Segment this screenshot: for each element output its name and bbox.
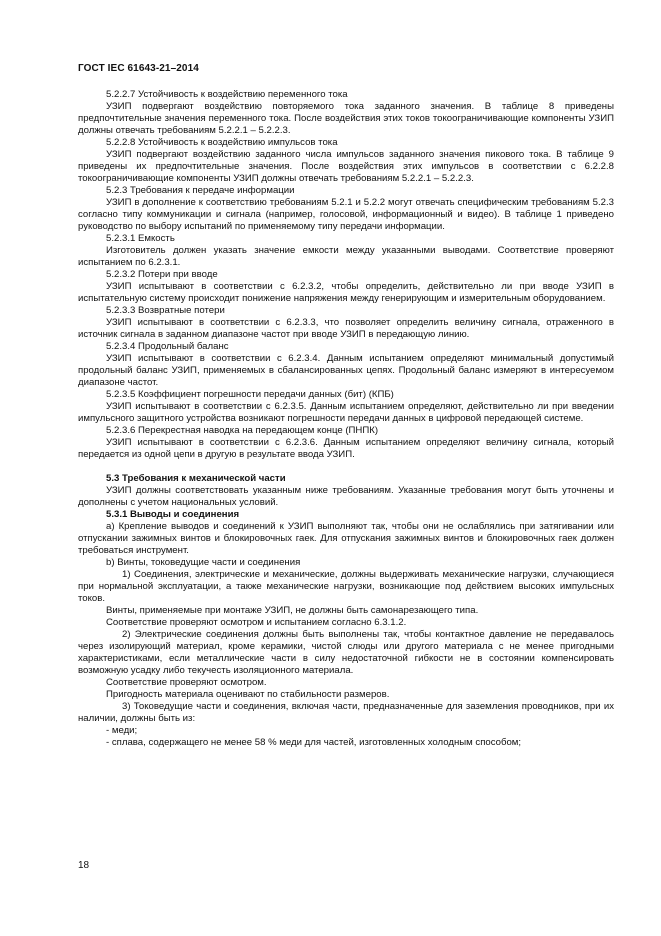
sub-list-item: 2) Электрические соединения должны быть выполнены так, чтобы контактное давление не передавалось через изолирующий материал, кроме керамики, чистой слюды или другого материала с не менее пригодными характеристиками, если металлические части в силу недостаточной гибкости не в состоянии компенсировать возможную усадку либо текучесть изоляционного материала. xyxy=(78,629,614,676)
paragraph: Винты, применяемые при монтаже УЗИП, не должны быть самонарезающего типа. xyxy=(106,605,479,616)
paragraph: УЗИП подвергают воздействию повторяемого тока заданного значения. В таблице 8 приведены предпочтительные значения переменного тока. После воздействия этих токов токоограничивающие компоненты УЗИП должны отвечать требованиям 5.2.2.1 – 5.2.2.3. xyxy=(78,101,614,136)
paragraph: УЗИП должны соответствовать указанным ниже требованиям. Указанные требования могут быть уточнены и дополнены с учетом национальных условий. xyxy=(78,485,614,508)
subsection-heading: 5.2.3.4 Продольный баланс xyxy=(106,341,229,352)
list-item: а) Крепление выводов и соединений к УЗИП выполняют так, чтобы они не ослаблялись при затягивании или отпускании зажимных винтов и блокировочных гаек. Для отпускания зажимных винтов и блокировочных гаек должен требоваться инструмент. xyxy=(78,521,614,556)
sub-list-item: 3) Токоведущие части и соединения, включая части, предназначенные для заземления проводников, при их наличии, должны быть из: xyxy=(78,701,614,724)
subsection-heading: 5.2.3.2 Потери при вводе xyxy=(106,269,218,280)
paragraph: УЗИП испытывают в соответствии с 6.2.3.4. Данным испытанием определяют минимальный допустимый продольный баланс УЗИП, применяемых в сбалансированных цепях. Продольный баланс измеряют в интересуемом диапазоне частот. xyxy=(78,353,614,388)
paragraph: Соответствие проверяют осмотром и испытанием согласно 6.3.1.2. xyxy=(106,617,407,628)
paragraph: Соответствие проверяют осмотром. xyxy=(106,677,267,688)
paragraph: УЗИП в дополнение к соответствию требованиям 5.2.1 и 5.2.2 могут отвечать специфическим требованиям 5.2.3 согласно типу коммуникации и сигнала (например, голосовой, информационный и видео). В таблице 1 приведено руководство по выбору испытаний по применяемому типу передачи информации. xyxy=(78,197,614,232)
list-item: b) Винты, токоведущие части и соединения xyxy=(106,557,301,568)
paragraph: УЗИП испытывают в соответствии с 6.2.3.6. Данным испытанием определяют величину сигнала, который передается из одной цепи в другую в результате ввода УЗИП. xyxy=(78,437,614,460)
paragraph: УЗИП подвергают воздействию заданного числа импульсов заданного значения пикового тока. В таблице 9 приведены их предпочтительные значения. После воздействия этих импульсов в соответствии с 6.2.2.8 токоограничивающие компоненты УЗИП должны отвечать требованиям 5.2.2.1 – 5.2.2.3. xyxy=(78,149,614,184)
list-item: - сплава, содержащего не менее 58 % меди для частей, изготовленных холодным способом; xyxy=(106,737,522,748)
subsection-heading: 5.2.2.8 Устойчивость к воздействию импульсов тока xyxy=(106,137,338,148)
subsection-heading-bold: 5.3.1 Выводы и соединения xyxy=(106,509,240,520)
subsection-heading: 5.2.3.1 Емкость xyxy=(106,233,175,244)
subsection-heading: 5.2.3.3 Возвратные потери xyxy=(106,305,225,316)
subsection-heading: 5.2.2.7 Устойчивость к воздействию переменного тока xyxy=(106,89,348,100)
paragraph: Изготовитель должен указать значение емкости между указанными выводами. Соответствие проверяют испытанием по 6.2.3.1. xyxy=(78,245,614,268)
page-body xyxy=(78,89,614,749)
subsection-heading: 5.2.3 Требования к передаче информации xyxy=(106,185,295,196)
paragraph: УЗИП испытывают в соответствии с 6.2.3.2, чтобы определить, действительно ли при вводе УЗИП в испытательную систему происходит понижение напряжения между генерирующим и измерительным оборудованием. xyxy=(78,281,614,304)
paragraph: Пригодность материала оценивают по стабильности размеров. xyxy=(106,689,390,700)
section-heading: 5.3 Требования к механической части xyxy=(106,473,286,484)
paragraph: УЗИП испытывают в соответствии с 6.2.3.3, что позволяет определить величину сигнала, отраженного в источник сигнала в заданном диапазоне частот при вводе УЗИП в передающую линию. xyxy=(78,317,614,340)
paragraph: УЗИП испытывают в соответствии с 6.2.3.5. Данным испытанием определяют, действительно ли при введении импульсного защитного устройства возникают погрешности передачи данных в цифровой передающей системе. xyxy=(78,401,614,424)
list-item: - меди; xyxy=(106,725,138,736)
subsection-heading: 5.2.3.6 Перекрестная наводка на передающем конце (ПНПК) xyxy=(106,425,379,436)
page-number: 18 xyxy=(78,860,90,871)
subsection-heading: 5.2.3.5 Коэффициент погрешности передачи данных (бит) (КПБ) xyxy=(106,389,394,400)
document-header: ГОСТ IEC 61643-21–2014 xyxy=(78,63,199,74)
sub-list-item: 1) Соединения, электрические и механические, должны выдерживать механические нагрузки, случающиеся при нормальной эксплуатации, а также механические нагрузки, возникающие под действием высоких импульсных токов. xyxy=(78,569,614,604)
spacer xyxy=(78,461,614,473)
